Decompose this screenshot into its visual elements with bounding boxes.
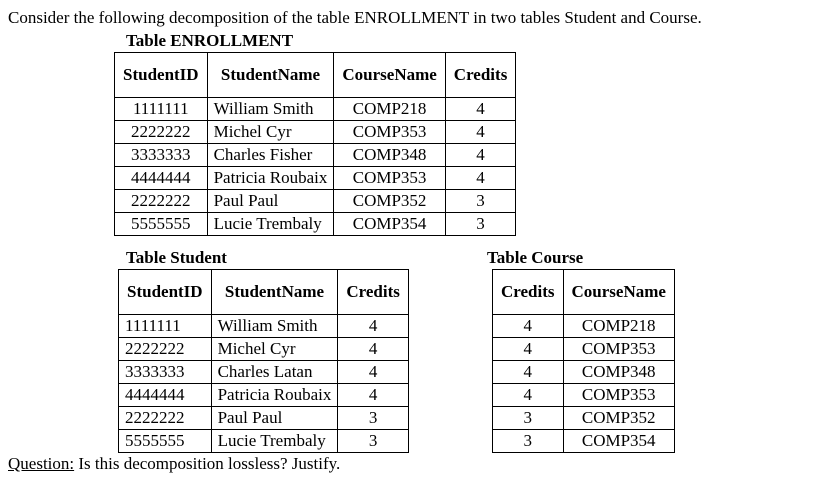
enrollment-cell-coursename: COMP353 xyxy=(334,121,445,144)
enrollment-cell-studentname: Michel Cyr xyxy=(207,121,334,144)
student-cell-credits: 3 xyxy=(338,407,409,430)
enrollment-header-studentname: StudentName xyxy=(207,53,334,98)
course-cell-credits: 3 xyxy=(493,407,564,430)
enrollment-cell-studentid: 5555555 xyxy=(115,213,208,236)
student-cell-studentname: Paul Paul xyxy=(211,407,338,430)
student-cell-studentid: 5555555 xyxy=(119,430,212,453)
student-caption: Table Student xyxy=(126,248,227,267)
course-cell-coursename: COMP353 xyxy=(563,384,674,407)
student-cell-credits: 4 xyxy=(338,338,409,361)
enrollment-cell-studentname: Lucie Trembaly xyxy=(207,213,334,236)
course-row xyxy=(493,338,675,361)
course-row xyxy=(493,407,675,430)
student-cell-studentname: William Smith xyxy=(211,315,338,338)
student-cell-studentname: Charles Latan xyxy=(211,361,338,384)
student-row xyxy=(119,430,409,453)
enrollment-row xyxy=(115,167,516,190)
student-row xyxy=(119,315,409,338)
course-table xyxy=(492,269,675,453)
student-cell-studentname: Michel Cyr xyxy=(211,338,338,361)
enrollment-caption: Table ENROLLMENT xyxy=(126,31,294,50)
enrollment-row xyxy=(115,190,516,213)
question-text: Is this decomposition lossless? Justify. xyxy=(74,454,341,473)
enrollment-cell-studentid: 2222222 xyxy=(115,121,208,144)
student-row xyxy=(119,407,409,430)
enrollment-cell-studentname: Paul Paul xyxy=(207,190,334,213)
student-cell-credits: 4 xyxy=(338,361,409,384)
enrollment-row xyxy=(115,121,516,144)
enrollment-cell-studentid: 4444444 xyxy=(115,167,208,190)
enrollment-cell-coursename: COMP353 xyxy=(334,167,445,190)
course-cell-credits: 4 xyxy=(493,361,564,384)
student-cell-studentid: 3333333 xyxy=(119,361,212,384)
course-cell-coursename: COMP348 xyxy=(563,361,674,384)
student-cell-studentid: 4444444 xyxy=(119,384,212,407)
enrollment-cell-credits: 3 xyxy=(445,213,516,236)
course-cell-coursename: COMP352 xyxy=(563,407,674,430)
course-cell-coursename: COMP353 xyxy=(563,338,674,361)
student-cell-studentid: 2222222 xyxy=(119,338,212,361)
course-row xyxy=(493,361,675,384)
enrollment-cell-coursename: COMP218 xyxy=(334,98,445,121)
course-cell-credits: 4 xyxy=(493,384,564,407)
course-cell-credits: 4 xyxy=(493,315,564,338)
course-cell-credits: 3 xyxy=(493,430,564,453)
intro-text: Consider the following decomposition of the table ENROLLMENT in two tables Student and Course. xyxy=(8,8,702,27)
course-header-coursename: CourseName xyxy=(563,270,674,315)
enrollment-cell-studentname: William Smith xyxy=(207,98,334,121)
enrollment-cell-credits: 3 xyxy=(445,190,516,213)
course-row xyxy=(493,315,675,338)
enrollment-cell-studentid: 2222222 xyxy=(115,190,208,213)
enrollment-cell-studentname: Charles Fisher xyxy=(207,144,334,167)
enrollment-cell-credits: 4 xyxy=(445,167,516,190)
enrollment-cell-coursename: COMP348 xyxy=(334,144,445,167)
question xyxy=(8,454,340,474)
question-label: Question: xyxy=(8,454,75,473)
student-row xyxy=(119,361,409,384)
enrollment-cell-studentid: 3333333 xyxy=(115,144,208,167)
enrollment-row xyxy=(115,144,516,167)
course-cell-credits: 4 xyxy=(493,338,564,361)
course-header-credits: Credits xyxy=(493,270,564,315)
enrollment-cell-credits: 4 xyxy=(445,98,516,121)
student-cell-studentname: Lucie Trembaly xyxy=(211,430,338,453)
student-table xyxy=(118,269,409,453)
course-cell-coursename: COMP218 xyxy=(563,315,674,338)
student-cell-credits: 4 xyxy=(338,315,409,338)
student-cell-credits: 3 xyxy=(338,430,409,453)
enrollment-header-credits: Credits xyxy=(445,53,516,98)
student-cell-studentname: Patricia Roubaix xyxy=(211,384,338,407)
student-header-studentname: StudentName xyxy=(211,270,338,315)
enrollment-table xyxy=(114,52,516,236)
enrollment-cell-studentid: 1111111 xyxy=(115,98,208,121)
student-cell-studentid: 1111111 xyxy=(119,315,212,338)
enrollment-header-coursename: CourseName xyxy=(334,53,445,98)
student-header-studentid: StudentID xyxy=(119,270,212,315)
enrollment-cell-credits: 4 xyxy=(445,121,516,144)
enrollment-cell-coursename: COMP352 xyxy=(334,190,445,213)
enrollment-cell-studentname: Patricia Roubaix xyxy=(207,167,334,190)
student-cell-credits: 4 xyxy=(338,384,409,407)
enrollment-row xyxy=(115,213,516,236)
course-row xyxy=(493,384,675,407)
student-header-credits: Credits xyxy=(338,270,409,315)
course-cell-coursename: COMP354 xyxy=(563,430,674,453)
course-caption: Table Course xyxy=(487,248,584,267)
enrollment-row xyxy=(115,98,516,121)
student-row xyxy=(119,384,409,407)
enrollment-cell-coursename: COMP354 xyxy=(334,213,445,236)
course-row xyxy=(493,430,675,453)
student-cell-studentid: 2222222 xyxy=(119,407,212,430)
enrollment-header-studentid: StudentID xyxy=(115,53,208,98)
student-row xyxy=(119,338,409,361)
enrollment-cell-credits: 4 xyxy=(445,144,516,167)
